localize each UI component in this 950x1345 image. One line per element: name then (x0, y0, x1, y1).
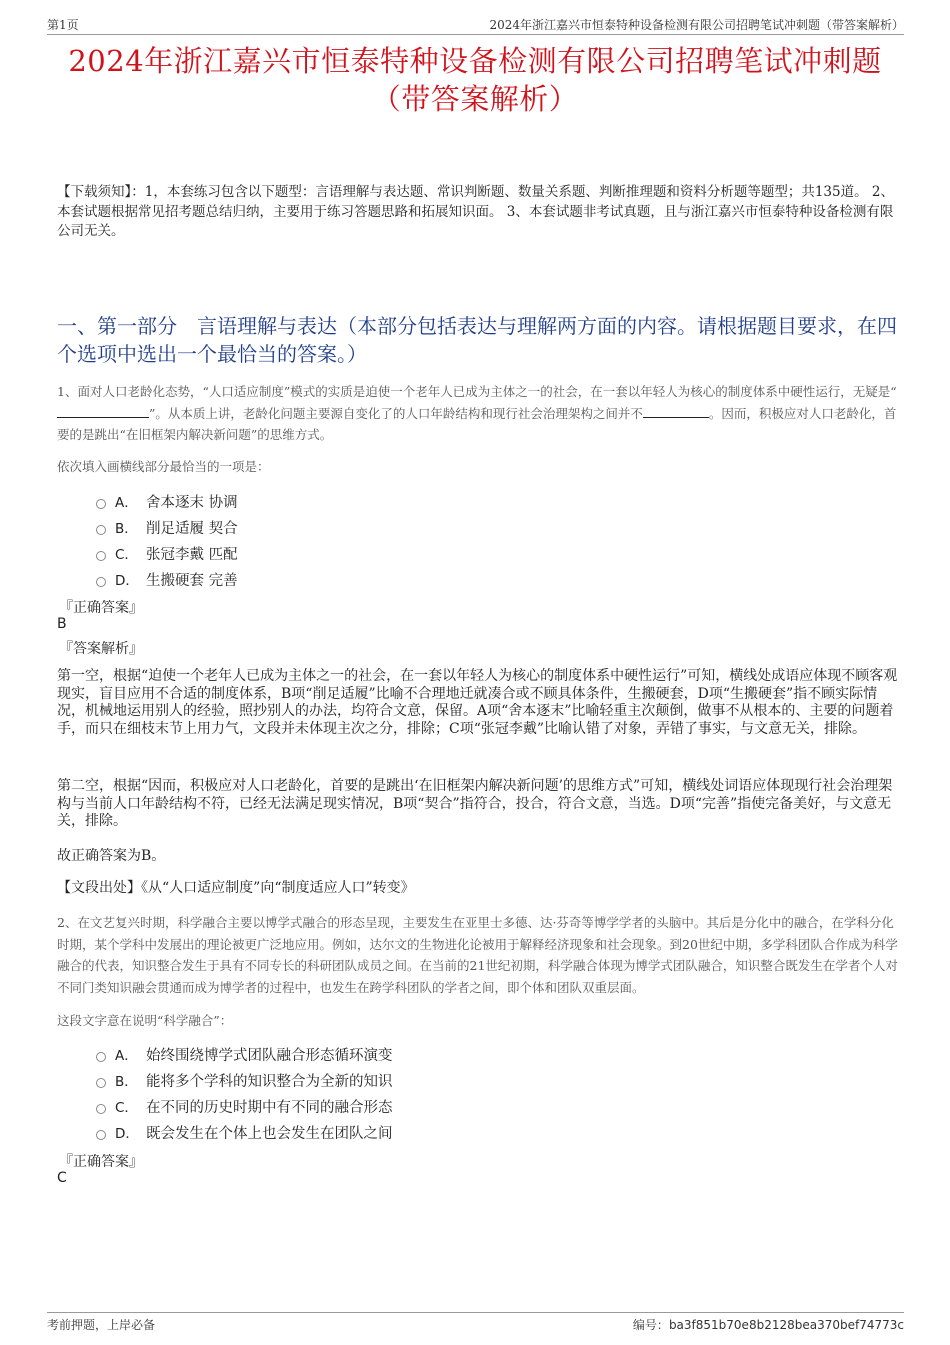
document-code: ba3f851b70e8b2128bea370bef74773c (668, 1318, 904, 1332)
radio-button[interactable] (96, 1078, 106, 1088)
question-1-stem (57, 381, 902, 446)
footer-slogan: 考前押题，上岸必备 (47, 1318, 156, 1332)
option-letter: A． (115, 1048, 138, 1064)
question-1-stem-part-1: 1、面对人口老龄化态势，“人口适应制度”模式的实质是迫使一个老年人已成为主体之一的社会，在一套以年轻人为核心的制度体系中硬性运行，无疑是“ (57, 384, 897, 399)
radio-button[interactable] (96, 1104, 106, 1114)
option-a[interactable] (96, 1041, 393, 1067)
analysis-label: 『答案解析』 (59, 641, 143, 657)
analysis-conclusion: 故正确答案为B。 (57, 848, 166, 864)
option-b[interactable] (96, 1067, 393, 1093)
section-heading: 一、第一部分 言语理解与表达（本部分包括表达与理解两方面的内容。请根据题目要求，在四个选项中选出一个最恰当的答案。） (57, 314, 897, 366)
page-number: 第1页 (47, 18, 79, 32)
option-text: 能将多个学科的知识整合为全新的知识 (146, 1073, 393, 1090)
radio-button[interactable] (96, 577, 106, 587)
option-letter: C． (115, 1100, 138, 1116)
correct-answer-label: 『正确答案』 (59, 600, 143, 616)
option-c[interactable] (96, 1093, 393, 1119)
option-c[interactable] (96, 540, 238, 566)
option-text: 张冠李戴 匹配 (146, 546, 238, 563)
page-footer (47, 1312, 904, 1333)
option-a[interactable] (96, 488, 238, 514)
option-text: 在不同的历史时期中有不同的融合形态 (146, 1099, 393, 1116)
question-1-stem-part-3: 。因而，积极应对人口老龄化，首要的是跳出“在旧框架内解决新问题”的思维方式。 (57, 405, 897, 442)
option-text: 始终围绕博学式团队融合形态循环演变 (146, 1047, 393, 1064)
option-text: 生搬硬套 完善 (146, 572, 238, 589)
radio-button[interactable] (96, 525, 106, 535)
option-text: 既会发生在个体上也会发生在团队之间 (146, 1125, 393, 1142)
title-line-2: （带答案解析） (371, 82, 579, 116)
option-text: 削足适履 契合 (146, 520, 238, 537)
question-2-stem: 2、在文艺复兴时期，科学融合主要以博学式融合的形态呈现，主要发生在亚里士多德、达·芬奇等博学学者的头脑中。其后是分化中的融合，在学科分化时期，某个学科中发展出的理论被更广泛地应用。例如，达尔文的生物进化论被用于解释经济现象和社会现象。到20世纪中期，多学科团队合作成为科学融合的代表，知识整合发生于具有不同专长的科研团队成员之间。在当前的21世纪初期，科学融合体现为博学式团队融合，知识整合既发生在学者个人对不同门类知识融会贯通而成为博学者的过程中，也发生在跨学科团队的学者之间，即个体和团队双重层面。 (57, 915, 898, 995)
question-2-options (96, 1041, 393, 1145)
question-1-stem-part-2: ”。从本质上讲，老龄化问题主要源自变化了的人口年龄结构和现行社会治理架构之间并不 (149, 405, 643, 421)
correct-answer: B (57, 616, 67, 632)
option-b[interactable] (96, 514, 238, 540)
document-title (40, 42, 910, 118)
option-letter: B． (115, 521, 138, 537)
radio-button[interactable] (96, 499, 106, 509)
analysis-paragraph-2: 第二空，根据“因而，积极应对人口老龄化，首要的是跳出‘在旧框架内解决新问题’的思维方式”可知，横线处词语应体现现行社会治理架构与当前人口年龄结构不符，已经无法满足现实情况，B项“契合”指符合，投合，符合文意，当选。D项“完善”指使完备美好，与文意无关，排除。 (57, 778, 893, 829)
question-1-options (96, 488, 238, 592)
radio-button[interactable] (96, 1052, 106, 1062)
option-text: 舍本逐末 协调 (146, 494, 238, 511)
code-label: 编号： (632, 1318, 669, 1332)
footer-code (633, 1316, 904, 1333)
fill-blank-1 (57, 405, 149, 418)
radio-button[interactable] (96, 1130, 106, 1140)
radio-button[interactable] (96, 551, 106, 561)
title-line-1: 2024年浙江嘉兴市恒泰特种设备检测有限公司招聘笔试冲刺题 (68, 44, 882, 78)
option-letter: D． (115, 573, 139, 589)
option-letter: A． (115, 495, 138, 511)
correct-answer-label: 『正确答案』 (59, 1154, 143, 1170)
option-letter: B． (115, 1074, 138, 1090)
question-2-prompt: 这段文字意在说明“科学融合”： (57, 1013, 233, 1028)
option-d[interactable] (96, 1119, 393, 1145)
analysis-paragraph-1: 第一空，根据“迫使一个老年人已成为主体之一的社会，在一套以年轻人为核心的制度体系中硬性运行”可知，横线处成语应体现不顾客观现实，盲目应用不合适的制度体系，B项“削足适履”比喻不合理地迁就凑合或不顾具体条件，生搬硬套，D项“生搬硬套”指不顾实际情况，机械地运用别人的经验，照抄别人的办法，均符合文意，保留。A项“舍本逐末”比喻轻重主次颠倒，做事不从根本的、主要的问题着手，而只在细枝末节上用力气，文段并未体现主次之分，排除；C项“张冠李戴”比喻认错了对象，弄错了事实，与文意无关，排除。 (57, 668, 898, 737)
correct-answer: C (57, 1170, 67, 1186)
download-notice: 【下载须知】：1，本套练习包含以下题型：言语理解与表达题、常识判断题、数量关系题、判断推理题和资料分析题等题型；共135道。 2、本套试题根据常见招考题总结归纳，主要用于练习答题思路和拓展知识面。 3、本套试题非考试真题，且与浙江嘉兴市恒泰特种设备检测有限公司无关。 (57, 184, 894, 239)
question-1-prompt: 依次填入画横线部分最恰当的一项是： (57, 459, 270, 474)
header-doc-title: 2024年浙江嘉兴市恒泰特种设备检测有限公司招聘笔试冲刺题（带答案解析） (489, 18, 904, 32)
option-letter: C． (115, 547, 138, 563)
option-letter: D． (115, 1126, 139, 1142)
source-citation: 【文段出处】《从“人口适应制度”向“制度适应人口”转变》 (57, 880, 415, 896)
fill-blank-2 (643, 405, 709, 418)
page-header (47, 14, 904, 35)
option-d[interactable] (96, 566, 238, 592)
